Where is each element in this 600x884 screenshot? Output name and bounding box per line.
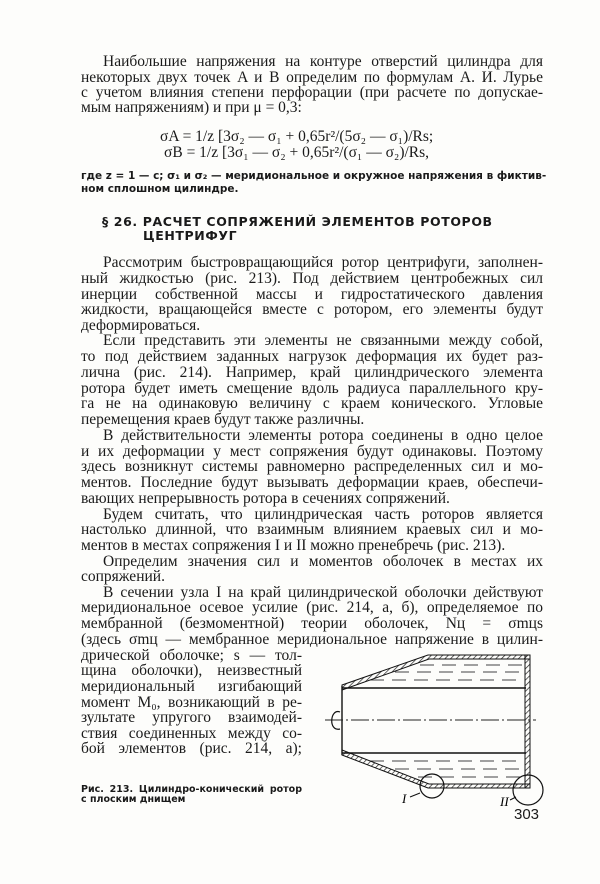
text-line: и их деформации у мест сопряжения будут одинаковы. Поэтому bbox=[81, 443, 543, 460]
text-line: инерции собственной массы и гидростатического давления bbox=[81, 286, 543, 303]
text-line: с учетом влияния степени перфорации (при расчете по допускае- bbox=[81, 84, 543, 101]
text-line: дрической оболочке; s — тол- bbox=[81, 647, 302, 664]
text-line: зультате упругого взаимодей- bbox=[81, 709, 302, 726]
text-line: настолько длинной, что взаимным влиянием краевых сил и мо- bbox=[81, 521, 543, 538]
text-line: Рассмотрим быстровращающийся ротор центрифуги, заполнен- bbox=[103, 254, 543, 271]
formula-sigma-a: σA = 1/z [3σ₂ — σ₁ + 0,65r²/(5σ₂ — σ₁)/Rs; bbox=[160, 128, 434, 145]
text-line: ментов. Последние будут вызывать деформации краев, обеспечи- bbox=[81, 474, 543, 491]
text-line: мым напряжениям) и при μ = 0,3: bbox=[81, 99, 302, 116]
text-line: вающих непрерывность ротора в сечениях сопряжений. bbox=[81, 490, 450, 507]
liquid-lines bbox=[370, 665, 522, 777]
text-line: ментов в местах сопряжения I и II можно пренебречь (рис. 213). bbox=[81, 537, 506, 554]
node-2-label: II bbox=[500, 794, 509, 809]
text-line: В сечении узла I на край цилиндрической оболочки действуют bbox=[103, 584, 543, 601]
text-line: жидкости, вращающейся вместе с ротором, его элементы будут bbox=[81, 301, 543, 318]
text-line: деформироваться. bbox=[81, 317, 201, 334]
text-line: га не на одинаковую величину с краем конического. Угловые bbox=[81, 395, 543, 412]
section-heading: § 26. РАСЧЕТ СОПРЯЖЕНИЙ ЭЛЕМЕНТОВ РОТОРОВ bbox=[102, 214, 493, 229]
footnote-line: ном сплошном цилиндре. bbox=[81, 183, 239, 195]
text-line: ротора будет иметь смещение вдоль радиуса параллельного кру- bbox=[81, 380, 543, 397]
node-1-label: I bbox=[402, 791, 407, 806]
text-line: бой элементов (рис. 214, а); bbox=[81, 740, 302, 757]
text-line: щина оболочки), неизвестный bbox=[81, 662, 302, 679]
text-line: (здесь σmц — мембранное меридиональное напряжение в цилин- bbox=[81, 631, 543, 648]
rotor-wall bbox=[342, 655, 530, 788]
text-line: В действительности элементы ротора соединены в одно целое bbox=[103, 427, 543, 444]
text-line: перемещения краев будут также различны. bbox=[81, 411, 365, 428]
text-line: здесь возникнут системы равномерно распределенных сил и мо- bbox=[81, 458, 543, 475]
footnote-line: где z = 1 — c; σ₁ и σ₂ — меридиональное и окружное напряжения в фиктив- bbox=[81, 170, 547, 182]
text-line: ствия соединенных между со- bbox=[81, 725, 302, 742]
text-line: меридиональный изгибающий bbox=[81, 678, 302, 695]
text-line: Если представить эти элементы не связанными между собой, bbox=[103, 332, 543, 349]
text-line: момент M₀, возникающий в ре- bbox=[81, 694, 302, 711]
figure-caption: с плоским днищем bbox=[81, 794, 186, 805]
text-line: Определим значения сил и моментов оболочек в местах их bbox=[103, 553, 543, 570]
figure-caption: Рис. 213. Цилиндро-конический ротор bbox=[81, 784, 302, 795]
text-line: ный жидкостью (рис. 213). Под действием центробежных сил bbox=[81, 270, 543, 287]
text-line: меридиональное осевое усилие (рис. 214, а, б), определяемое по bbox=[81, 599, 543, 616]
text-line: Будем считать, что цилиндрическая часть роторов является bbox=[103, 506, 543, 523]
text-line: некоторых двух точек A и B определим по формулам А. И. Лурье bbox=[81, 69, 543, 86]
page-number: 303 bbox=[514, 806, 540, 823]
text-line: то под действием заданных нагрузок деформация их будет раз- bbox=[81, 348, 543, 365]
text-line: сопряжений. bbox=[81, 568, 165, 585]
text-line: лична (рис. 214). Например, край цилиндрического элемента bbox=[81, 364, 543, 381]
text-line: мембранной (безмоментной) теории оболочек, Nц = σmцs bbox=[81, 615, 543, 632]
text-line: Наибольшие напряжения на контуре отверстий цилиндра для bbox=[103, 53, 543, 70]
formula-sigma-b: σB = 1/z [3σ₁ — σ₂ + 0,65r²/(σ₁ — σ₂)/Rs, bbox=[164, 144, 430, 161]
section-heading: ЦЕНТРИФУГ bbox=[143, 228, 238, 243]
